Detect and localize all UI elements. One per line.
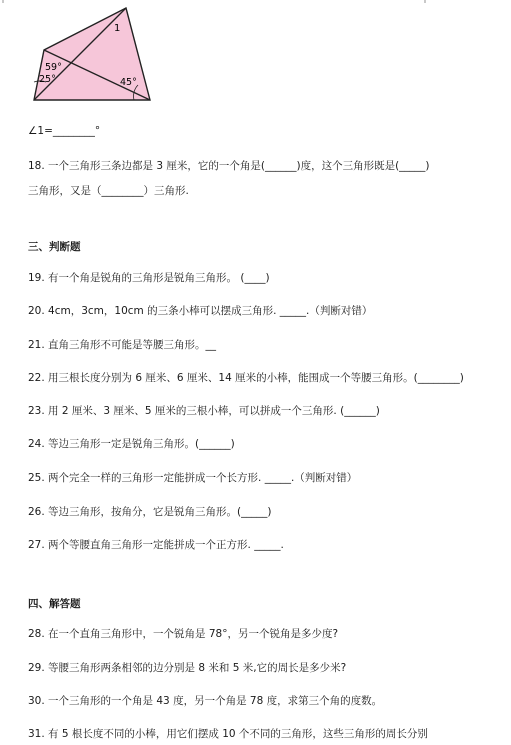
question-30: 30. 一个三角形的一个角是 43 度，另一个角是 78 度，求第三个角的度数。 [28,695,383,707]
angle-label-1: 1 [114,23,121,34]
page-corner-mark [424,0,426,3]
question-18-line-2: 三角形，又是（________）三角形. [28,185,189,197]
question-18-line-1: 18. 一个三角形三条边都是 3 厘米，它的一个角是(______)度，这个三角形既是(_____) [28,160,430,172]
triangle-figure [28,0,152,104]
angle-label-59: 59° [45,62,62,73]
question-29: 29. 等腰三角形两条相邻的边分别是 8 米和 5 米,它的周长是多少米? [28,662,347,674]
angle-label-45: 45° [120,77,137,88]
question-20: 20. 4cm，3cm，10cm 的三条小棒可以摆成三角形. _____.（判断对错） [28,305,373,317]
question-27: 27. 两个等腰直角三角形一定能拼成一个正方形. _____. [28,539,284,551]
page-corner-mark [2,0,4,3]
question-23: 23. 用 2 厘米、3 厘米、5 厘米的三根小棒，可以拼成一个三角形. (______) [28,405,380,417]
question-19: 19. 有一个角是锐角的三角形是锐角三角形。 (____) [28,272,270,284]
section-4-title: 四、解答题 [28,598,81,610]
question-22: 22. 用三根长度分别为 6 厘米、6 厘米、14 厘米的小棒，能围成一个等腰三角形。(________) [28,372,464,384]
question-25: 25. 两个完全一样的三角形一定能拼成一个长方形. _____.（判断对错） [28,472,358,484]
question-26: 26. 等边三角形，按角分，它是锐角三角形。(_____) [28,506,272,518]
section-3-title: 三、判断题 [28,241,81,253]
question-28: 28. 在一个直角三角形中，一个锐角是 78°，另一个锐角是多少度? [28,628,339,640]
q17-answer-line: ∠1=________° [28,125,101,137]
question-21: 21. 直角三角形不可能是等腰三角形。__ [28,339,217,351]
question-31: 31. 有 5 根长度不同的小棒，用它们摆成 10 个不同的三角形，这些三角形的周长分别 [28,728,428,740]
question-24: 24. 等边三角形一定是锐角三角形。(______) [28,438,235,450]
angle-label-25: 25° [39,74,56,85]
triangle-figure-svg [28,0,152,104]
